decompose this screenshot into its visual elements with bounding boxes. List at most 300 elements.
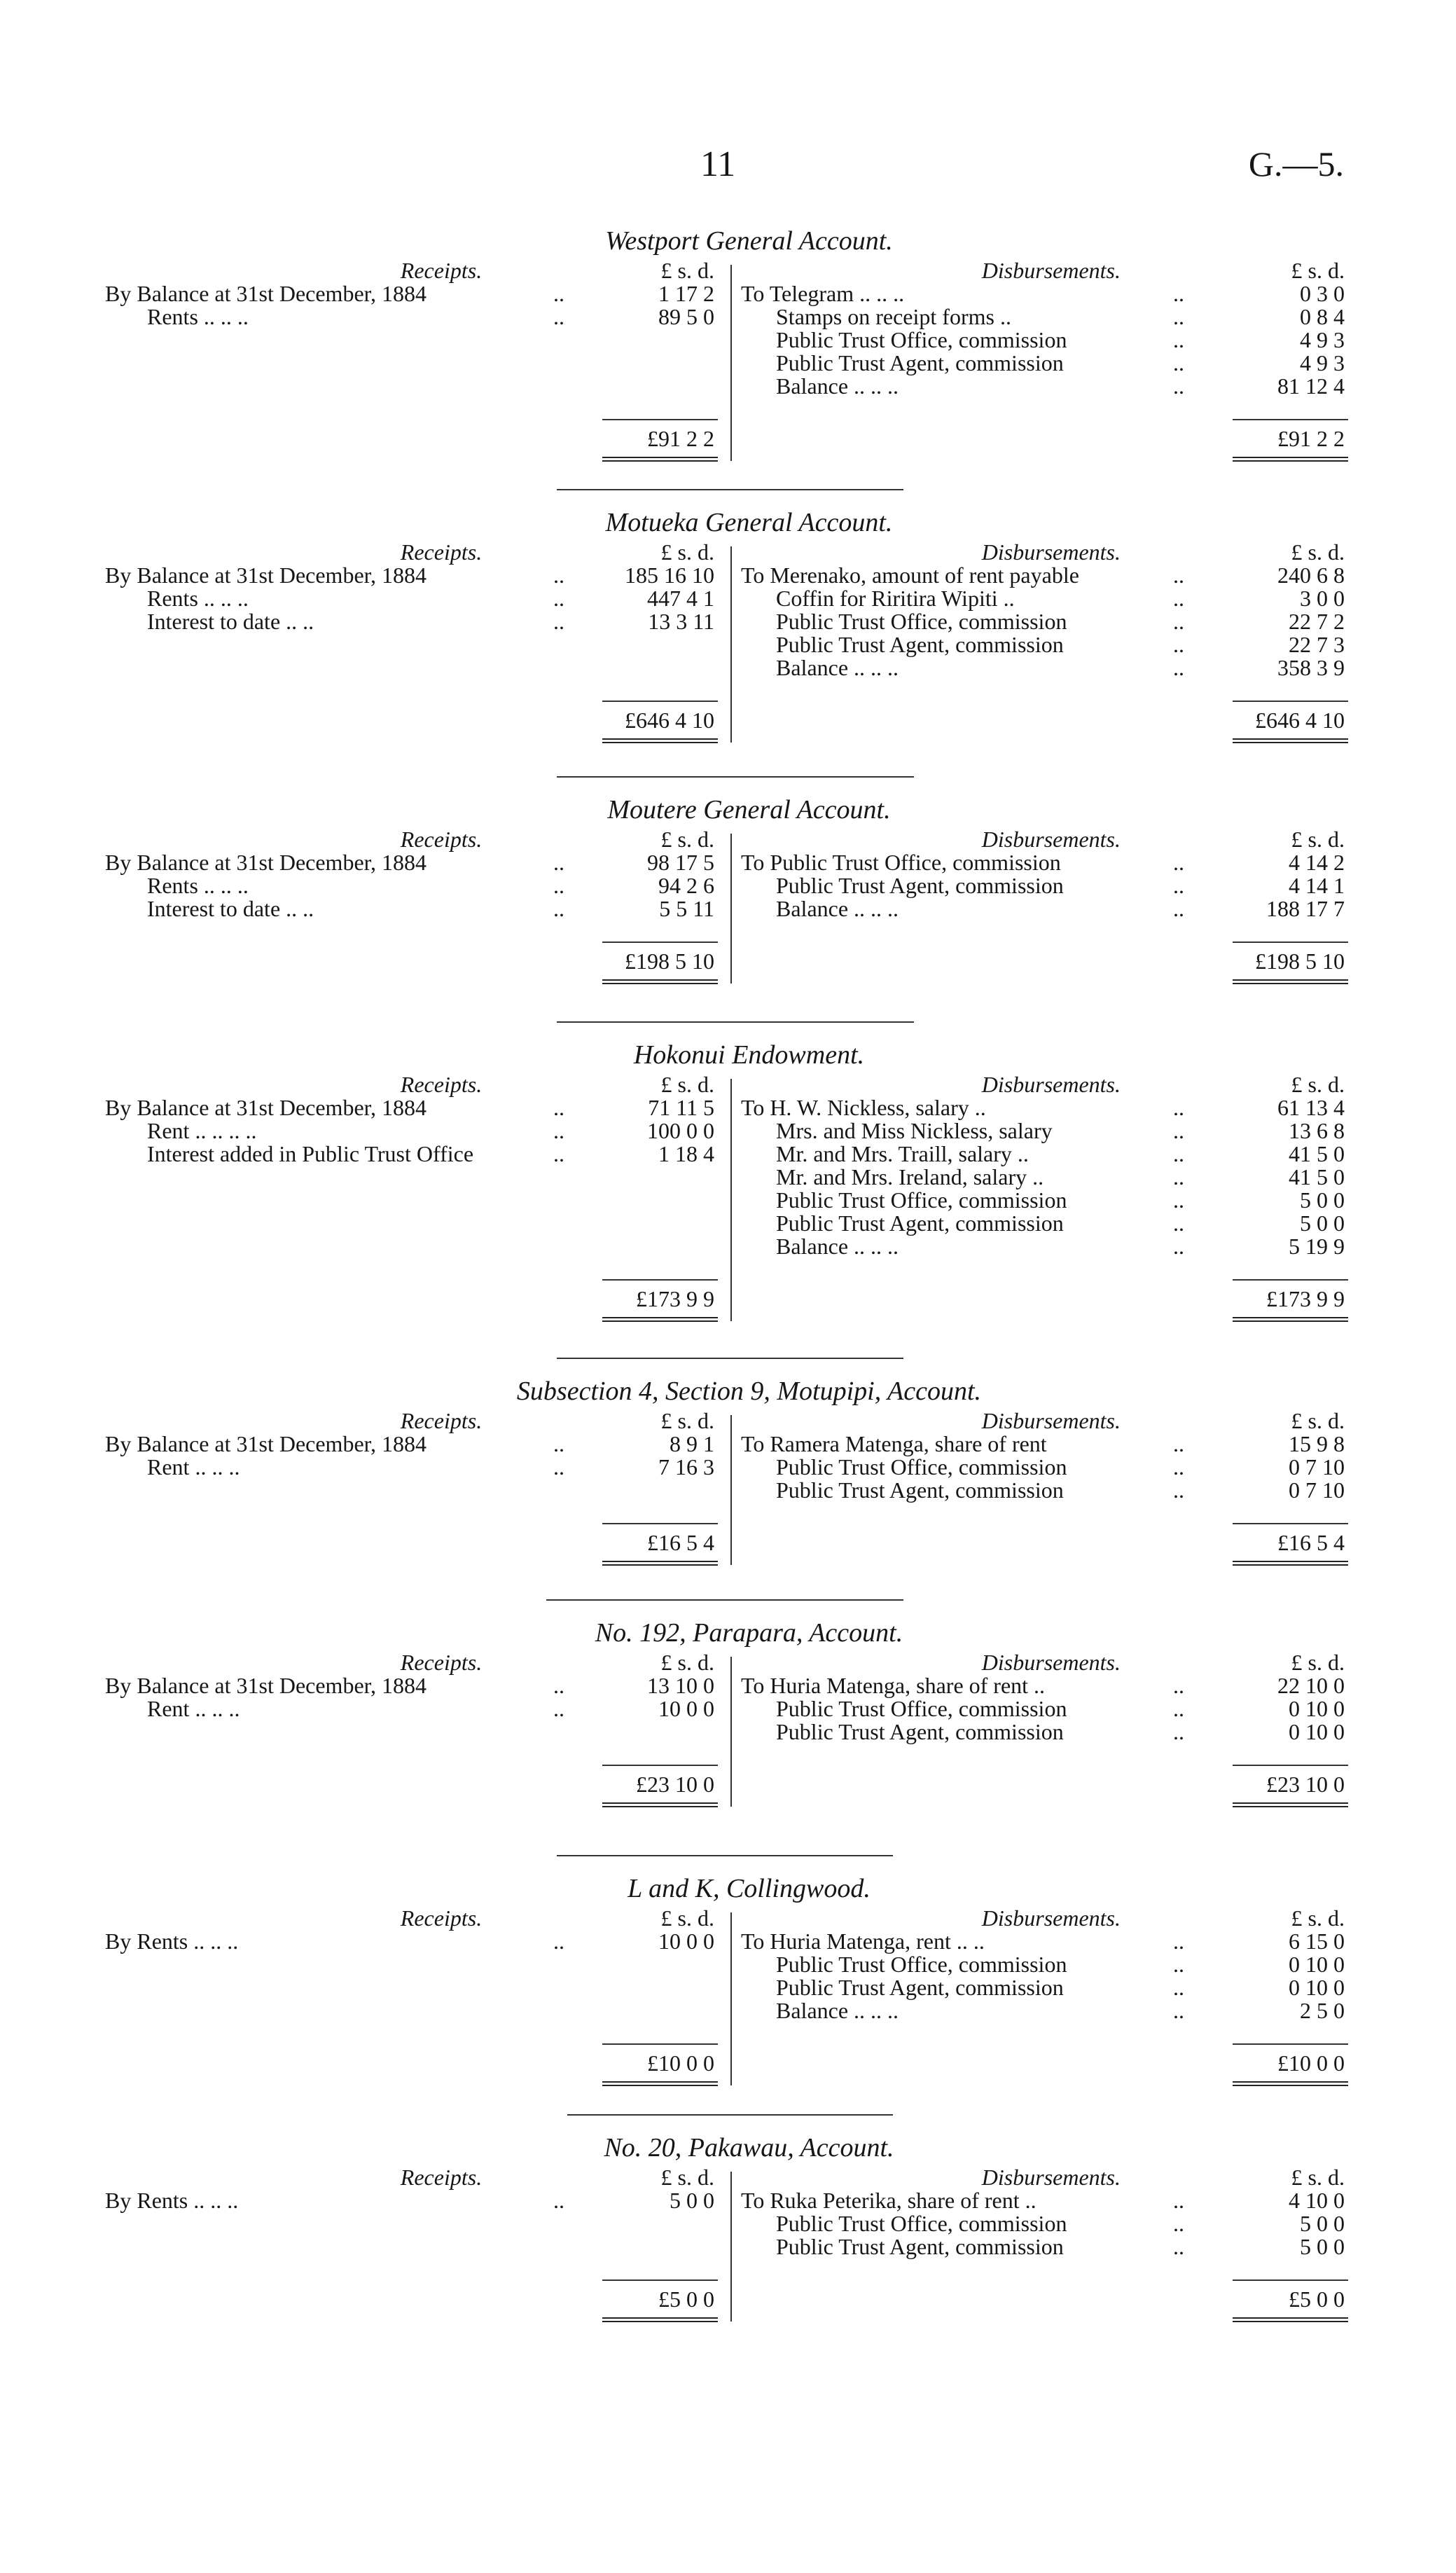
disbursement-amount: 0 3 0 bbox=[1300, 281, 1345, 306]
receipts-total-double-rule bbox=[602, 1317, 718, 1322]
receipts-total: £10 0 0 bbox=[647, 2050, 714, 2076]
receipts-total: £23 10 0 bbox=[636, 1772, 714, 1797]
disbursement-amount: 358 3 9 bbox=[1277, 655, 1345, 680]
receipt-amount: 98 17 5 bbox=[647, 850, 714, 875]
disbursement-label: Public Trust Agent, commission bbox=[776, 1210, 1064, 1236]
disbursement-amount: 3 0 0 bbox=[1300, 586, 1345, 611]
disbursement-amount: 61 13 4 bbox=[1277, 1095, 1345, 1120]
disbursements-sum-rule bbox=[1233, 419, 1348, 420]
disbursement-leader: .. bbox=[1173, 873, 1184, 898]
disbursements-lsd-heading: £ s. d. bbox=[1291, 539, 1345, 565]
receipt-amount: 8 9 1 bbox=[670, 1431, 714, 1456]
disbursement-amount: 81 12 4 bbox=[1277, 373, 1345, 399]
disbursement-leader: .. bbox=[1173, 304, 1184, 329]
receipts-lsd-heading: £ s. d. bbox=[660, 1072, 714, 1097]
disbursement-label: To H. W. Nickless, salary .. bbox=[741, 1095, 986, 1120]
receipts-heading: Receipts. bbox=[400, 1408, 483, 1433]
receipt-leader: .. bbox=[553, 2188, 564, 2213]
disbursement-leader: .. bbox=[1173, 2188, 1184, 2213]
receipt-leader: .. bbox=[553, 1673, 564, 1698]
disbursement-label: Public Trust Office, commission bbox=[776, 1952, 1067, 1977]
column-divider bbox=[730, 1079, 732, 1321]
receipt-leader: .. bbox=[553, 1118, 564, 1143]
receipt-leader: .. bbox=[553, 304, 564, 329]
entry-row bbox=[0, 329, 1456, 352]
receipt-leader: .. bbox=[553, 1696, 564, 1721]
receipts-total: £198 5 10 bbox=[625, 949, 714, 974]
disbursement-amount: 4 14 1 bbox=[1289, 873, 1345, 898]
disbursement-leader: .. bbox=[1173, 1187, 1184, 1213]
receipts-total: £646 4 10 bbox=[625, 708, 714, 733]
entry-row bbox=[0, 352, 1456, 375]
receipts-sum-rule bbox=[602, 1279, 718, 1281]
disbursement-label: To Telegram .. .. .. bbox=[741, 281, 905, 306]
receipts-sum-rule bbox=[602, 941, 718, 943]
column-header-row bbox=[0, 828, 1456, 851]
disbursement-amount: 5 0 0 bbox=[1300, 2211, 1345, 2236]
disbursement-amount: 13 6 8 bbox=[1289, 1118, 1345, 1143]
receipt-label: Rent .. .. .. bbox=[147, 1454, 240, 1479]
section-separator bbox=[557, 776, 914, 778]
disbursements-sum-rule bbox=[1233, 2043, 1348, 2045]
disbursements-total: £16 5 4 bbox=[1277, 1530, 1345, 1555]
account-block bbox=[0, 1373, 1456, 1555]
receipts-total-double-rule bbox=[602, 2317, 718, 2322]
receipt-label: By Balance at 31st December, 1884 bbox=[105, 1431, 427, 1456]
disbursements-total: £198 5 10 bbox=[1255, 949, 1345, 974]
entry-row bbox=[0, 1143, 1456, 1166]
entry-row bbox=[0, 2212, 1456, 2235]
disbursement-amount: 6 15 0 bbox=[1289, 1929, 1345, 1954]
receipts-heading: Receipts. bbox=[400, 258, 483, 283]
receipt-amount: 10 0 0 bbox=[658, 1696, 714, 1721]
entry-row bbox=[0, 1479, 1456, 1502]
disbursement-amount: 4 14 2 bbox=[1289, 850, 1345, 875]
receipts-total-double-rule bbox=[602, 1802, 718, 1807]
disbursements-total: £646 4 10 bbox=[1255, 708, 1345, 733]
disbursements-total-double-rule bbox=[1233, 1317, 1348, 1322]
disbursement-label: To Public Trust Office, commission bbox=[741, 850, 1061, 875]
receipt-leader: .. bbox=[553, 586, 564, 611]
disbursement-leader: .. bbox=[1173, 1998, 1184, 2023]
receipt-leader: .. bbox=[553, 609, 564, 634]
disbursement-leader: .. bbox=[1173, 1210, 1184, 1236]
disbursement-leader: .. bbox=[1173, 632, 1184, 657]
disbursements-total-double-rule bbox=[1233, 1561, 1348, 1566]
disbursement-label: To Ruka Peterika, share of rent .. bbox=[741, 2188, 1036, 2213]
account-title: Motueka General Account. bbox=[605, 508, 893, 537]
disbursement-label: To Merenako, amount of rent payable bbox=[741, 563, 1079, 588]
disbursement-leader: .. bbox=[1173, 896, 1184, 921]
disbursement-amount: 41 5 0 bbox=[1289, 1141, 1345, 1166]
disbursements-total-double-rule bbox=[1233, 738, 1348, 743]
disbursement-amount: 5 19 9 bbox=[1289, 1234, 1345, 1259]
disbursements-total: £91 2 2 bbox=[1277, 426, 1345, 451]
receipts-heading: Receipts. bbox=[400, 1650, 483, 1675]
disbursements-sum-rule bbox=[1233, 1765, 1348, 1766]
disbursement-label: Stamps on receipt forms .. bbox=[776, 304, 1011, 329]
receipts-sum-rule bbox=[602, 1765, 718, 1766]
disbursements-total: £5 0 0 bbox=[1289, 2286, 1345, 2312]
receipts-total-double-rule bbox=[602, 738, 718, 743]
disbursement-leader: .. bbox=[1173, 281, 1184, 306]
disbursement-amount: 5 0 0 bbox=[1300, 2234, 1345, 2259]
disbursements-heading: Disbursements. bbox=[981, 1408, 1121, 1433]
account-block bbox=[0, 1037, 1456, 1311]
column-header-row bbox=[0, 2166, 1456, 2189]
disbursements-sum-rule bbox=[1233, 1523, 1348, 1524]
entry-row bbox=[0, 1189, 1456, 1212]
disbursement-label: Mr. and Mrs. Ireland, salary .. bbox=[776, 1164, 1044, 1189]
receipts-sum-rule bbox=[602, 419, 718, 420]
disbursement-leader: .. bbox=[1173, 1234, 1184, 1259]
receipt-amount: 447 4 1 bbox=[647, 586, 714, 611]
section-separator bbox=[546, 1599, 903, 1601]
receipt-label: Rent .. .. .. .. bbox=[147, 1118, 257, 1143]
disbursements-sum-rule bbox=[1233, 2279, 1348, 2281]
receipt-label: Rents .. .. .. bbox=[147, 304, 249, 329]
account-title: Moutere General Account. bbox=[607, 795, 891, 825]
receipt-label: Interest added in Public Trust Office bbox=[147, 1141, 474, 1166]
disbursement-leader: .. bbox=[1173, 1477, 1184, 1503]
receipts-lsd-heading: £ s. d. bbox=[660, 258, 714, 283]
column-divider bbox=[730, 265, 732, 461]
receipts-heading: Receipts. bbox=[400, 539, 483, 565]
receipt-amount: 185 16 10 bbox=[625, 563, 714, 588]
receipts-lsd-heading: £ s. d. bbox=[660, 1408, 714, 1433]
disbursement-label: Balance .. .. .. bbox=[776, 896, 899, 921]
disbursements-heading: Disbursements. bbox=[981, 827, 1121, 852]
receipts-total-double-rule bbox=[602, 457, 718, 462]
entry-row bbox=[0, 874, 1456, 897]
disbursements-lsd-heading: £ s. d. bbox=[1291, 827, 1345, 852]
account-title: Hokonui Endowment. bbox=[633, 1040, 865, 1070]
disbursements-total: £10 0 0 bbox=[1277, 2050, 1345, 2076]
receipt-leader: .. bbox=[553, 281, 564, 306]
disbursement-label: Balance .. .. .. bbox=[776, 1234, 899, 1259]
receipt-amount: 13 10 0 bbox=[647, 1673, 714, 1698]
receipt-label: By Rents .. .. .. bbox=[105, 2188, 239, 2213]
column-header-row bbox=[0, 541, 1456, 564]
disbursements-lsd-heading: £ s. d. bbox=[1291, 258, 1345, 283]
entry-row bbox=[0, 1235, 1456, 1258]
receipt-amount: 10 0 0 bbox=[658, 1929, 714, 1954]
receipt-label: By Balance at 31st December, 1884 bbox=[105, 1673, 427, 1698]
section-separator bbox=[557, 489, 903, 490]
disbursement-label: Public Trust Office, commission bbox=[776, 609, 1067, 634]
disbursement-label: Public Trust Agent, commission bbox=[776, 350, 1064, 375]
receipt-label: Rent .. .. .. bbox=[147, 1696, 240, 1721]
disbursement-amount: 188 17 7 bbox=[1266, 896, 1345, 921]
column-header-row bbox=[0, 1651, 1456, 1674]
page-number: 11 bbox=[700, 144, 736, 184]
account-title: No. 192, Parapara, Account. bbox=[595, 1618, 903, 1648]
entry-row bbox=[0, 305, 1456, 329]
account-block bbox=[0, 223, 1456, 451]
receipts-heading: Receipts. bbox=[400, 1905, 483, 1931]
receipts-lsd-heading: £ s. d. bbox=[660, 1905, 714, 1931]
receipts-lsd-heading: £ s. d. bbox=[660, 2165, 714, 2190]
disbursement-label: Public Trust Agent, commission bbox=[776, 2234, 1064, 2259]
disbursement-leader: .. bbox=[1173, 1164, 1184, 1189]
entry-row bbox=[0, 1720, 1456, 1744]
disbursement-amount: 4 10 0 bbox=[1289, 2188, 1345, 2213]
disbursement-amount: 0 7 10 bbox=[1289, 1477, 1345, 1503]
column-divider bbox=[730, 1912, 732, 2085]
entry-row bbox=[0, 633, 1456, 656]
entry-row bbox=[0, 610, 1456, 633]
entry-row bbox=[0, 1433, 1456, 1456]
disbursement-amount: 0 7 10 bbox=[1289, 1454, 1345, 1479]
entry-row bbox=[0, 851, 1456, 874]
receipts-lsd-heading: £ s. d. bbox=[660, 539, 714, 565]
receipt-label: By Rents .. .. .. bbox=[105, 1929, 239, 1954]
disbursements-total-double-rule bbox=[1233, 1802, 1348, 1807]
entry-row bbox=[0, 1096, 1456, 1119]
disbursements-heading: Disbursements. bbox=[981, 1072, 1121, 1097]
entry-row bbox=[0, 564, 1456, 587]
entry-row bbox=[0, 1456, 1456, 1479]
disbursements-total-double-rule bbox=[1233, 2317, 1348, 2322]
column-header-row bbox=[0, 1073, 1456, 1096]
disbursement-label: Public Trust Office, commission bbox=[776, 1454, 1067, 1479]
receipts-total: £91 2 2 bbox=[647, 426, 714, 451]
column-header-row bbox=[0, 259, 1456, 282]
disbursements-lsd-heading: £ s. d. bbox=[1291, 2165, 1345, 2190]
disbursement-leader: .. bbox=[1173, 1431, 1184, 1456]
disbursement-leader: .. bbox=[1173, 1454, 1184, 1479]
receipt-leader: .. bbox=[553, 873, 564, 898]
account-title: Subsection 4, Section 9, Motupipi, Account. bbox=[516, 1377, 982, 1406]
disbursement-leader: .. bbox=[1173, 586, 1184, 611]
receipt-amount: 89 5 0 bbox=[658, 304, 714, 329]
receipts-heading: Receipts. bbox=[400, 827, 483, 852]
disbursement-amount: 5 0 0 bbox=[1300, 1187, 1345, 1213]
disbursement-label: Public Trust Office, commission bbox=[776, 2211, 1067, 2236]
disbursement-leader: .. bbox=[1173, 1141, 1184, 1166]
disbursement-label: Balance .. .. .. bbox=[776, 373, 899, 399]
receipts-sum-rule bbox=[602, 2043, 718, 2045]
receipt-leader: .. bbox=[553, 1431, 564, 1456]
disbursement-amount: 0 10 0 bbox=[1289, 1696, 1345, 1721]
receipt-leader: .. bbox=[553, 1454, 564, 1479]
receipt-amount: 7 16 3 bbox=[658, 1454, 714, 1479]
receipt-leader: .. bbox=[553, 1141, 564, 1166]
receipts-sum-rule bbox=[602, 701, 718, 702]
disbursement-amount: 41 5 0 bbox=[1289, 1164, 1345, 1189]
receipt-amount: 5 5 11 bbox=[659, 896, 714, 921]
column-header-row bbox=[0, 1409, 1456, 1433]
disbursement-amount: 22 10 0 bbox=[1277, 1673, 1345, 1698]
account-block bbox=[0, 792, 1456, 974]
receipt-amount: 1 18 4 bbox=[658, 1141, 714, 1166]
entry-row bbox=[0, 2235, 1456, 2258]
disbursements-lsd-heading: £ s. d. bbox=[1291, 1905, 1345, 1931]
column-header-row bbox=[0, 1907, 1456, 1930]
disbursement-label: Mr. and Mrs. Traill, salary .. bbox=[776, 1141, 1029, 1166]
entry-row bbox=[0, 1674, 1456, 1697]
disbursement-amount: 22 7 3 bbox=[1289, 632, 1345, 657]
receipt-leader: .. bbox=[553, 1929, 564, 1954]
disbursement-leader: .. bbox=[1173, 2234, 1184, 2259]
disbursement-label: Public Trust Office, commission bbox=[776, 1696, 1067, 1721]
disbursements-heading: Disbursements. bbox=[981, 1650, 1121, 1675]
section-separator bbox=[557, 1855, 893, 1856]
column-divider bbox=[730, 1657, 732, 1807]
receipts-lsd-heading: £ s. d. bbox=[660, 1650, 714, 1675]
section-separator bbox=[557, 1358, 903, 1359]
receipts-sum-rule bbox=[602, 1523, 718, 1524]
section-separator bbox=[567, 2114, 893, 2116]
entry-row bbox=[0, 1953, 1456, 1976]
disbursement-amount: 0 10 0 bbox=[1289, 1975, 1345, 2000]
disbursement-leader: .. bbox=[1173, 1673, 1184, 1698]
receipt-leader: .. bbox=[553, 850, 564, 875]
entry-row bbox=[0, 2189, 1456, 2212]
receipts-lsd-heading: £ s. d. bbox=[660, 827, 714, 852]
entry-row bbox=[0, 1119, 1456, 1143]
entry-row bbox=[0, 587, 1456, 610]
disbursement-amount: 4 9 3 bbox=[1300, 327, 1345, 352]
receipt-amount: 100 0 0 bbox=[647, 1118, 714, 1143]
disbursement-amount: 22 7 2 bbox=[1289, 609, 1345, 634]
account-block bbox=[0, 504, 1456, 733]
receipt-amount: 1 17 2 bbox=[658, 281, 714, 306]
receipt-amount: 71 11 5 bbox=[648, 1095, 714, 1120]
receipt-leader: .. bbox=[553, 563, 564, 588]
disbursement-amount: 15 9 8 bbox=[1289, 1431, 1345, 1456]
receipts-heading: Receipts. bbox=[400, 1072, 483, 1097]
disbursement-leader: .. bbox=[1173, 1975, 1184, 2000]
receipts-sum-rule bbox=[602, 2279, 718, 2281]
disbursement-leader: .. bbox=[1173, 1696, 1184, 1721]
receipts-total: £5 0 0 bbox=[658, 2286, 714, 2312]
receipts-total: £16 5 4 bbox=[647, 1530, 714, 1555]
receipt-amount: 5 0 0 bbox=[670, 2188, 714, 2213]
account-title: Westport General Account. bbox=[605, 226, 893, 256]
disbursement-leader: .. bbox=[1173, 655, 1184, 680]
disbursement-label: Mrs. and Miss Nickless, salary bbox=[776, 1118, 1053, 1143]
disbursement-amount: 0 10 0 bbox=[1289, 1952, 1345, 1977]
disbursement-leader: .. bbox=[1173, 1095, 1184, 1120]
receipts-heading: Receipts. bbox=[400, 2165, 483, 2190]
disbursements-sum-rule bbox=[1233, 941, 1348, 943]
disbursements-sum-rule bbox=[1233, 1279, 1348, 1281]
disbursement-amount: 4 9 3 bbox=[1300, 350, 1345, 375]
receipt-label: By Balance at 31st December, 1884 bbox=[105, 563, 427, 588]
disbursements-lsd-heading: £ s. d. bbox=[1291, 1072, 1345, 1097]
disbursement-amount: 5 0 0 bbox=[1300, 1210, 1345, 1236]
disbursement-amount: 0 8 4 bbox=[1300, 304, 1345, 329]
disbursement-label: To Huria Matenga, rent .. .. bbox=[741, 1929, 985, 1954]
entry-row bbox=[0, 1930, 1456, 1953]
disbursements-heading: Disbursements. bbox=[981, 258, 1121, 283]
disbursement-amount: 2 5 0 bbox=[1300, 1998, 1345, 2023]
disbursement-amount: 0 10 0 bbox=[1289, 1719, 1345, 1744]
account-block bbox=[0, 2130, 1456, 2312]
receipt-label: By Balance at 31st December, 1884 bbox=[105, 1095, 427, 1120]
receipts-total: £173 9 9 bbox=[636, 1286, 714, 1311]
disbursement-label: To Huria Matenga, share of rent .. bbox=[741, 1673, 1046, 1698]
receipt-leader: .. bbox=[553, 1095, 564, 1120]
entry-row bbox=[0, 1212, 1456, 1235]
account-title: L and K, Collingwood. bbox=[628, 1874, 871, 1903]
entry-row bbox=[0, 897, 1456, 920]
disbursement-leader: .. bbox=[1173, 350, 1184, 375]
receipt-amount: 94 2 6 bbox=[658, 873, 714, 898]
column-divider bbox=[730, 1415, 732, 1565]
receipt-label: Interest to date .. .. bbox=[147, 896, 314, 921]
entry-row bbox=[0, 1166, 1456, 1189]
receipts-total-double-rule bbox=[602, 2081, 718, 2086]
disbursement-leader: .. bbox=[1173, 563, 1184, 588]
disbursement-label: Public Trust Office, commission bbox=[776, 1187, 1067, 1213]
disbursement-leader: .. bbox=[1173, 609, 1184, 634]
disbursement-leader: .. bbox=[1173, 1118, 1184, 1143]
section-separator bbox=[557, 1021, 914, 1023]
receipt-amount: 13 3 11 bbox=[648, 609, 714, 634]
disbursement-label: Public Trust Agent, commission bbox=[776, 873, 1064, 898]
disbursement-leader: .. bbox=[1173, 2211, 1184, 2236]
receipt-label: Rents .. .. .. bbox=[147, 873, 249, 898]
disbursement-label: Balance .. .. .. bbox=[776, 655, 899, 680]
column-divider bbox=[730, 834, 732, 984]
disbursement-leader: .. bbox=[1173, 850, 1184, 875]
disbursement-leader: .. bbox=[1173, 1719, 1184, 1744]
disbursements-total: £173 9 9 bbox=[1266, 1286, 1345, 1311]
disbursements-heading: Disbursements. bbox=[981, 539, 1121, 565]
series-code: G.—5. bbox=[1248, 144, 1344, 184]
disbursements-heading: Disbursements. bbox=[981, 2165, 1121, 2190]
column-divider bbox=[730, 546, 732, 743]
disbursements-sum-rule bbox=[1233, 701, 1348, 702]
disbursement-leader: .. bbox=[1173, 327, 1184, 352]
disbursements-total-double-rule bbox=[1233, 979, 1348, 984]
disbursement-label: Public Trust Agent, commission bbox=[776, 1719, 1064, 1744]
account-block bbox=[0, 1615, 1456, 1797]
entry-row bbox=[0, 1697, 1456, 1720]
disbursement-label: Public Trust Agent, commission bbox=[776, 1975, 1064, 2000]
disbursement-label: Coffin for Riritira Wipiti .. bbox=[776, 586, 1015, 611]
disbursements-total-double-rule bbox=[1233, 2081, 1348, 2086]
disbursement-leader: .. bbox=[1173, 373, 1184, 399]
disbursements-heading: Disbursements. bbox=[981, 1905, 1121, 1931]
entry-row bbox=[0, 1999, 1456, 2022]
receipt-leader: .. bbox=[553, 896, 564, 921]
receipts-total-double-rule bbox=[602, 1561, 718, 1566]
receipts-total-double-rule bbox=[602, 979, 718, 984]
disbursements-lsd-heading: £ s. d. bbox=[1291, 1650, 1345, 1675]
disbursement-leader: .. bbox=[1173, 1952, 1184, 1977]
entry-row bbox=[0, 282, 1456, 305]
entry-row bbox=[0, 375, 1456, 398]
entry-row bbox=[0, 1976, 1456, 1999]
disbursement-amount: 240 6 8 bbox=[1277, 563, 1345, 588]
disbursement-label: To Ramera Matenga, share of rent bbox=[741, 1431, 1047, 1456]
disbursements-total: £23 10 0 bbox=[1266, 1772, 1345, 1797]
disbursement-label: Public Trust Office, commission bbox=[776, 327, 1067, 352]
account-title: No. 20, Pakawau, Account. bbox=[604, 2133, 894, 2162]
disbursements-lsd-heading: £ s. d. bbox=[1291, 1408, 1345, 1433]
disbursement-label: Public Trust Agent, commission bbox=[776, 1477, 1064, 1503]
receipt-label: Interest to date .. .. bbox=[147, 609, 314, 634]
disbursements-total-double-rule bbox=[1233, 457, 1348, 462]
disbursement-label: Balance .. .. .. bbox=[776, 1998, 899, 2023]
receipt-label: By Balance at 31st December, 1884 bbox=[105, 850, 427, 875]
disbursement-leader: .. bbox=[1173, 1929, 1184, 1954]
column-divider bbox=[730, 2172, 732, 2322]
disbursement-label: Public Trust Agent, commission bbox=[776, 632, 1064, 657]
